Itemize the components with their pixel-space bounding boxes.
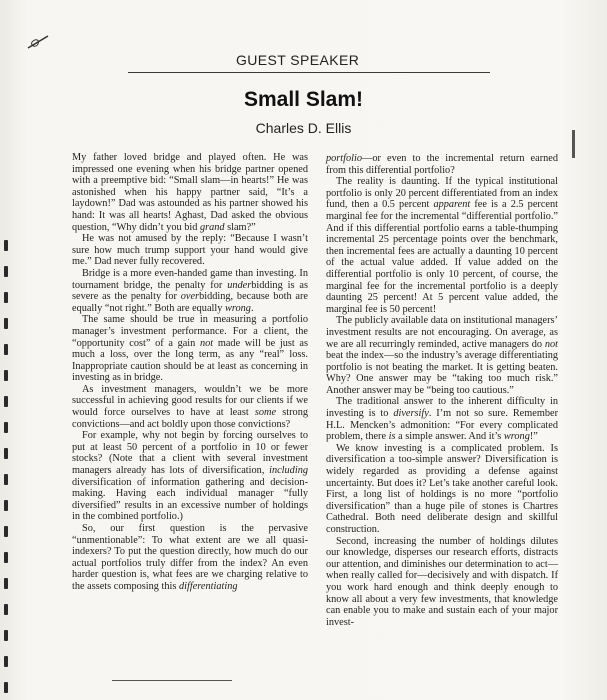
paragraph: The same should be true in measuring a portfolio manager’s investment performance. For a client, the “opportunity cost” of a gain not made will be just as much a loss, over the long term, as any “real” loss. Inappropriate caution should be at least as concerning in investing as in bridge.: [72, 314, 308, 384]
paragraph: The publicly available data on institutional managers’ investment results are not encouraging. On average, as we are all recurringly reminded, active managers do not beat the index—so the industry’s average differentiating portfolio is not beating the market. It is getting beaten. Why? One answer may be “taking too much risk.” Another answer may be “being too cautious.”: [326, 315, 558, 396]
paragraph: As investment managers, wouldn’t we be more successful in achieving good results for our clients if we would force ourselves to have at least some strong convictions—and act boldly upon those convictions?: [72, 383, 308, 430]
author-byline: Charles D. Ellis: [255, 120, 352, 136]
section-divider: [128, 72, 490, 73]
right-column: [326, 153, 558, 628]
pen-scribble-icon: [26, 30, 52, 52]
binder-holes: [4, 240, 14, 700]
paragraph: So, our first question is the pervasive “unmentionable”: To what extent are we all quasi-indexers? To put the question directly, how much do our actual portfolios truly differ from the index? An even harder question is, what fees are we charging relative to the assets composing this differentiating: [72, 523, 308, 592]
paragraph: The reality is daunting. If the typical institutional portfolio is only 20 percent differentiated from an index fund, then a 0.5 percent apparent fee is a 2.5 percent marginal fee for the incremental “differential portfolio.” And if this differential portfolio earns a table-thumping incremental 25 percentage points over the benchmark, then incremental fees are actually a daunting 10 percent of the actual value added. If value added on the differential portfolio is only 10 percent, of course, the marginal fee for the incremental portfolio is a deeply daunting 25 percent! At 5 percent value added, the marginal fee is 50 percent!: [326, 176, 558, 315]
paragraph: portfolio—or even to the incremental return earned from this differential portfolio?: [326, 153, 558, 176]
footnote-rule: [112, 680, 232, 681]
paragraph: The traditional answer to the inherent difficulty in investing is to diversify. I’m not so sure. Remember H.L. Mencken’s admonition: “For every complicated problem, there is a simple answer. And it’s wrong!”: [326, 396, 558, 443]
paragraph: Bridge is a more even-handed game than investing. In tournament bridge, the penalty for underbidding is as severe as the penalty for overbidding, because both are equally “not right.” Both are equally wrong.: [72, 267, 308, 314]
section-label: GUEST SPEAKER: [236, 52, 360, 68]
paragraph: For example, why not begin by forcing ourselves to put at least 50 percent of a portfolio in 10 or fewer stocks? (Note that a client with several investment managers already has lots of diversification, including diversification of information gathering and decision-making. Having each individual manager “fully diversified” results in an excessive number of holdings in the combined portfolio.): [72, 430, 308, 523]
paragraph: Second, increasing the number of holdings dilutes our knowledge, disperses our research efforts, distracts our attention, and diminishes our determination to act—when really called for—decisively and with dispatch. If you work hard enough and think deeply enough to know all about a very few investments, that knowledge can enable you to make and sustain each of your major invest-: [326, 535, 558, 628]
paragraph: My father loved bridge and played often. He was impressed one evening when his bridge partner opened with a preemptive bid: “Small slam—in hearts!” He was astonished when his happy partner said, “It’s a laydown!” Dad was astounded as his partner showed his hand: It was all hearts! Aghast, Dad asked the obvious question, “Why didn’t you bid grand slam?”: [72, 152, 308, 233]
paragraph: He was not amused by the reply: “Because I wasn’t sure how much trump support your hand would give me.” Dad never fully recovered.: [72, 233, 308, 268]
paragraph: We know investing is a complicated problem. Is diversification a too-simple answer? Diversification is widely regarded as providing a defense against uncertainty. But does it? Let’s take another careful look. First, a long list of holdings is no more “portfolio diversification” than a huge pile of stones is Chartres Cathedral. Both need deliberate design and skillful construction.: [326, 442, 558, 535]
article-title: Small Slam!: [243, 88, 364, 111]
left-column: [72, 152, 308, 593]
